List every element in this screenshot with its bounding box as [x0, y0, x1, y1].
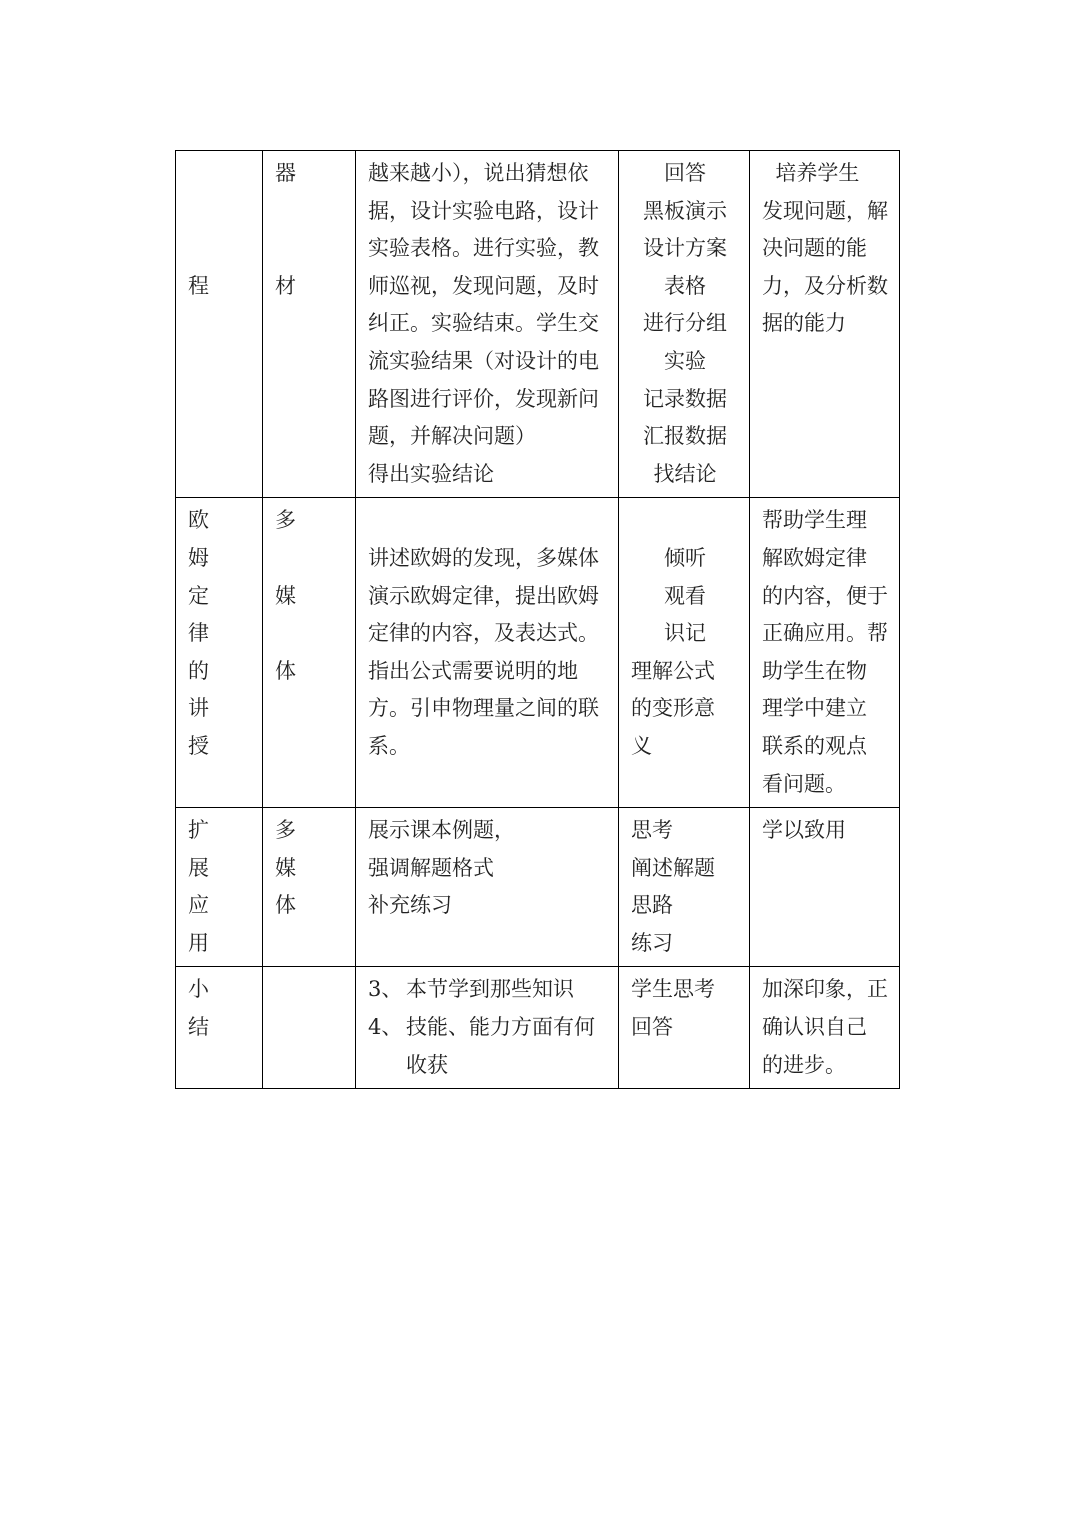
list-item [368, 1009, 608, 1047]
cell-text: 的内容，便于 [762, 583, 888, 608]
cell-media [263, 967, 356, 1089]
cell-text: 据的能力 [762, 311, 846, 336]
cell-text: 结 [188, 1015, 209, 1040]
cell-text: 思考 [631, 818, 673, 843]
cell-text: 律 [188, 621, 209, 646]
cell-text: 多 [275, 818, 296, 843]
cell-text: 练习 [631, 930, 673, 955]
cell-text: 发现问题，解 [762, 198, 888, 223]
table-row-process [176, 151, 900, 498]
cell-stage [176, 967, 263, 1089]
cell-text: 加深印象，正 [762, 977, 888, 1002]
cell-text: 进行分组 [643, 311, 727, 336]
cell-teacher-activity [356, 498, 619, 808]
cell-stage [176, 498, 263, 808]
cell-text: 决问题的能 [762, 236, 867, 261]
cell-text: 授 [188, 733, 209, 758]
cell-text: 黑板演示 [643, 198, 727, 223]
cell-text: 阐述解题 [631, 855, 715, 880]
cell-media [263, 151, 356, 498]
cell-text: 展示课本例题， [368, 818, 515, 843]
cell-student-activity [619, 967, 750, 1089]
cell-text: 学生思考 [631, 977, 715, 1002]
cell-teacher-activity [356, 808, 619, 967]
cell-text: 找结论 [653, 461, 717, 486]
cell-text: 的变形意 [631, 696, 715, 721]
cell-text: 体 [275, 658, 296, 683]
cell-text: 确认识自己 [762, 1015, 867, 1040]
cell-text: 媒 [275, 855, 296, 880]
cell-text: 设计方案 [643, 236, 727, 261]
lesson-plan-table [175, 150, 900, 1089]
cell-text: 定律的内容，及表达式。 [368, 621, 599, 646]
list-text: 收获 [406, 1052, 448, 1077]
cell-text: 强调解题格式 [368, 855, 494, 880]
cell-text: 多 [275, 508, 296, 533]
cell-text: 记录数据 [643, 386, 727, 411]
cell-text: 系。 [368, 733, 410, 758]
cell-text: 倾听 [664, 545, 706, 570]
cell-text: 看问题。 [762, 771, 846, 796]
cell-text: 小 [188, 977, 209, 1002]
cell-text: 指出公式需要说明的地 [368, 658, 578, 683]
cell-text: 方。引申物理量之间的联 [368, 696, 599, 721]
cell-text: 实验 [664, 348, 706, 373]
table-row-summary [176, 967, 900, 1089]
cell-text: 定 [188, 583, 209, 608]
cell-text: 的 [188, 658, 209, 683]
cell-text: 欧 [188, 508, 209, 533]
cell-stage [176, 808, 263, 967]
list-text: 技能、能力方面有何 [406, 1015, 595, 1040]
cell-text: 理解公式 [631, 658, 715, 683]
cell-text: 理学中建立 [762, 696, 867, 721]
cell-student-activity [619, 808, 750, 967]
cell-design-intent [750, 498, 900, 808]
list-number: 4、 [368, 1015, 403, 1040]
cell-text: 助学生在物 [762, 658, 867, 683]
cell-text: 回答 [664, 161, 706, 185]
cell-media [263, 498, 356, 808]
cell-text: 帮助学生理 [762, 508, 867, 533]
cell-student-activity [619, 151, 750, 498]
cell-text: 正确应用。帮 [762, 621, 888, 646]
cell-text: 观看 [664, 583, 706, 608]
table-row-ohms-law [176, 498, 900, 808]
cell-text: 义 [631, 733, 652, 758]
cell-media [263, 808, 356, 967]
cell-text: 表格 [664, 273, 706, 298]
cell-text: 联系的观点 [762, 733, 867, 758]
cell-text: 越来越小），说出猜想依 [368, 161, 589, 185]
cell-text: 姆 [188, 545, 209, 570]
cell-text: 据，设计实验电路，设计 [368, 198, 599, 223]
cell-text: 媒 [275, 583, 296, 608]
cell-text: 纠正。实验结束。学生交 [368, 311, 599, 336]
cell-text: 体 [275, 893, 296, 918]
cell-text: 演示欧姆定律，提出欧姆 [368, 583, 599, 608]
cell-text: 器 [275, 161, 296, 185]
cell-student-activity [619, 498, 750, 808]
cell-text: 学以致用 [762, 818, 846, 843]
cell-stage [176, 151, 263, 498]
list-item [368, 971, 608, 1009]
cell-text: 力，及分析数 [762, 273, 888, 298]
cell-text: 培养学生 [762, 161, 860, 185]
cell-text: 题，并解决问题） [368, 424, 536, 449]
cell-text: 识记 [664, 621, 706, 646]
cell-text: 实验表格。进行实验，教 [368, 236, 599, 261]
cell-text: 材 [275, 273, 296, 298]
cell-design-intent [750, 808, 900, 967]
table-row-application [176, 808, 900, 967]
cell-text: 得出实验结论 [368, 461, 494, 486]
cell-text: 解欧姆定律 [762, 545, 867, 570]
cell-design-intent [750, 151, 900, 498]
cell-text: 回答 [631, 1015, 673, 1040]
cell-text: 流实验结果（对设计的电 [368, 348, 599, 373]
cell-text: 应 [188, 893, 209, 918]
list-item-continuation [368, 1047, 608, 1085]
cell-text: 展 [188, 855, 209, 880]
cell-text: 补充练习 [368, 893, 452, 918]
cell-teacher-activity [356, 967, 619, 1089]
cell-text: 程 [188, 273, 209, 298]
list-text: 本节学到那些知识 [406, 977, 574, 1002]
cell-text: 思路 [631, 893, 673, 918]
cell-teacher-activity [356, 151, 619, 498]
cell-text: 讲 [188, 696, 209, 721]
cell-text: 汇报数据 [643, 424, 727, 449]
cell-text: 师巡视，发现问题，及时 [368, 273, 599, 298]
cell-text: 用 [188, 930, 209, 955]
cell-text: 路图进行评价，发现新问 [368, 386, 599, 411]
cell-text: 扩 [188, 818, 209, 843]
cell-text: 的进步。 [762, 1052, 846, 1077]
cell-text: 讲述欧姆的发现，多媒体 [368, 545, 599, 570]
list-number: 3、 [368, 977, 403, 1002]
cell-design-intent [750, 967, 900, 1089]
